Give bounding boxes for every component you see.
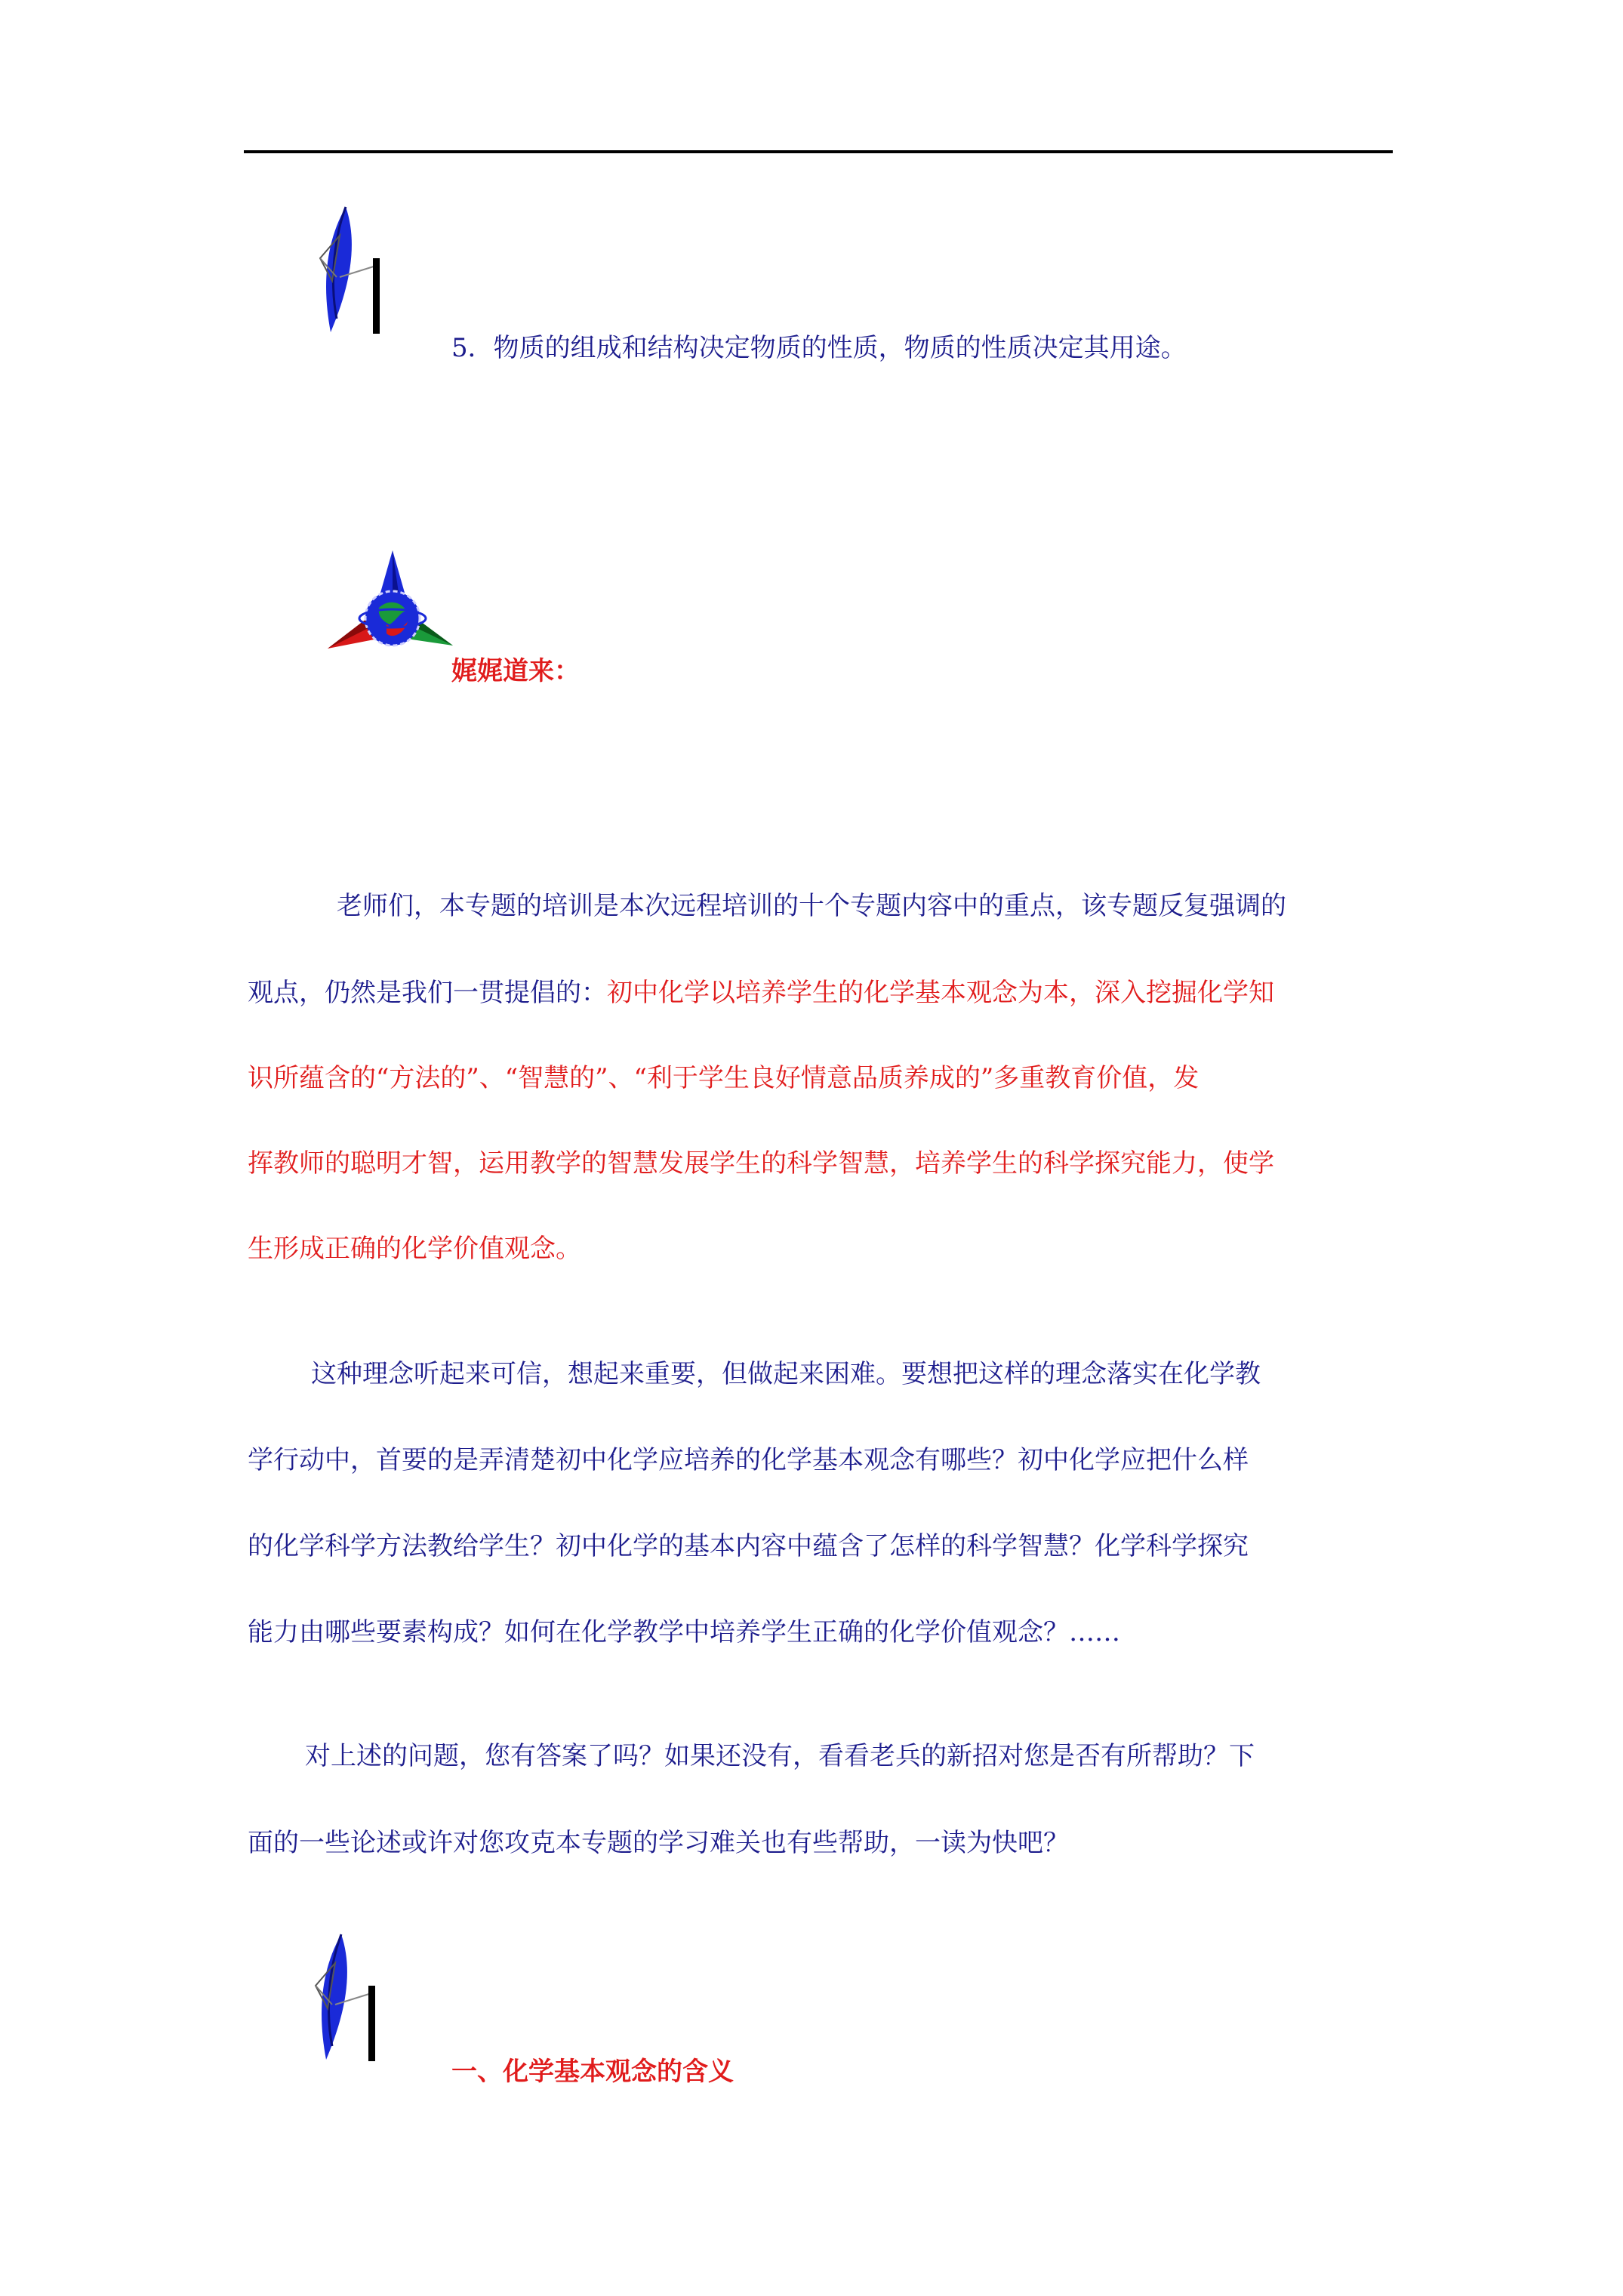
paragraph-line [248, 978, 1274, 1008]
emphasis-text: 初中化学以培养学生的化学基本观念为本，深入挖掘化学知 [607, 978, 1274, 1008]
paragraph-line: 对上述的问题，您有答案了吗？如果还没有，看看老兵的新招对您是否有所帮助？下 [305, 1741, 1255, 1771]
paragraph-line: 挥教师的聪明才智，运用教学的智慧发展学生的科学智慧，培养学生的科学探究能力，使学 [248, 1148, 1274, 1179]
intro-heading: 娓娓道来： [451, 656, 580, 686]
paragraph-line: 面的一些论述或许对您攻克本专题的学习难关也有些帮助，一读为快吧？ [248, 1828, 1069, 1858]
star-globe-icon [326, 549, 454, 655]
paragraph-line: 这种理念听起来可信，想起来重要，但做起来困难。要想把这样的理念落实在化学教 [311, 1359, 1261, 1389]
paragraph-line: 能力由哪些要素构成？如何在化学教学中培养学生正确的化学价值观念？…… [248, 1617, 1120, 1647]
header-rule [244, 150, 1393, 153]
sail-flag-icon [305, 1933, 388, 2065]
section-1-heading: 一、化学基本观念的含义 [451, 2057, 734, 2087]
paragraph-line: 生形成正确的化学价值观念。 [248, 1234, 581, 1264]
section-5-text: 5．物质的组成和结构决定物质的性质，物质的性质决定其用途。 [451, 333, 1187, 363]
text-run: 观点，仍然是我们一贯提倡的： [248, 978, 607, 1008]
paragraph-line: 识所蕴含的“方法的”、“智慧的”、“利于学生良好情意品质养成的”多重教育价值，发 [248, 1063, 1200, 1093]
paragraph-line: 学行动中，首要的是弄清楚初中化学应培养的化学基本观念有哪些？初中化学应把什么样 [248, 1445, 1249, 1475]
sail-flag-icon [310, 205, 393, 337]
paragraph-line: 的化学科学方法教给学生？初中化学的基本内容中蕴含了怎样的科学智慧？化学科学探究 [248, 1531, 1249, 1561]
paragraph-line: 老师们，本专题的培训是本次远程培训的十个专题内容中的重点，该专题反复强调的 [337, 891, 1286, 921]
